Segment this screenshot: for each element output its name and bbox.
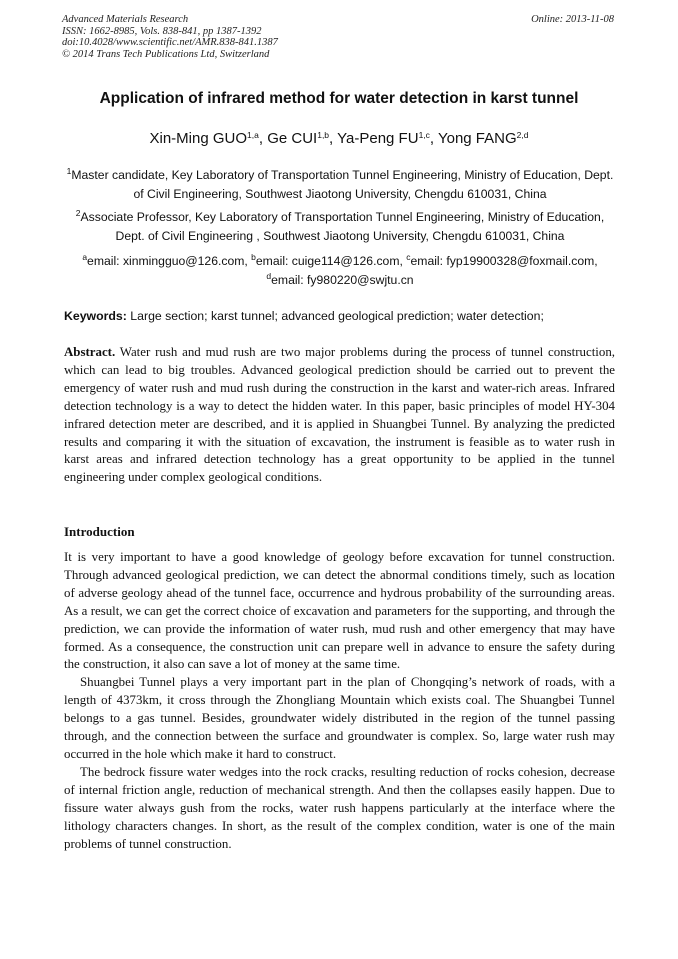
author-sup: 1,c: [418, 130, 430, 140]
online-date: Online: 2013-11-08: [531, 14, 614, 25]
keywords-label: Keywords:: [64, 309, 127, 323]
journal-name: Advanced Materials Research: [62, 14, 189, 25]
affiliation-1: [66, 166, 614, 204]
author-sep: ,: [258, 130, 268, 147]
author-sep: ,: [429, 130, 438, 147]
email-c: email: fyp19900328@foxmail.com,: [410, 254, 598, 268]
affiliation-sup: 2: [75, 208, 81, 218]
author-name: Ge CUI: [267, 130, 318, 147]
keywords: [64, 309, 616, 323]
section-heading: Introduction: [64, 524, 135, 539]
author-name: Xin-Ming GUO: [149, 130, 248, 147]
author-name: Ya-Peng FU: [337, 130, 419, 147]
keywords-text: Large section; karst tunnel; advanced geological prediction; water detection;: [126, 309, 544, 323]
email-sup: d: [266, 271, 272, 281]
affiliation-text: Master candidate, Key Laboratory of Transportation Tunnel Engineering, Ministry of Education, Dept. of Civil Engineering, Southwest Jiaotong University, Chengdu 610031, China: [71, 168, 614, 201]
author-sup: 2,d: [516, 130, 529, 140]
email-sup: b: [251, 252, 256, 262]
paragraph: Shuangbei Tunnel plays a very important part in the plan of Chongqing’s network of roads, with a length of 4373km, it cross through the Zhongliang Mountain which exists coal. The Shuangbei Tunnel belongs to a gas tunnel. Besides, groundwater widely distributed in the region of the tunnel passing through, and the connection between the surface and groundwater is complex. So, large water rush may occurred in the hole which make it hard to construct.: [64, 675, 615, 761]
author-sep: ,: [329, 130, 338, 147]
author-sup: 1,a: [247, 130, 259, 140]
author-list: [0, 130, 678, 147]
affiliation-2: [66, 208, 614, 246]
issn-line: ISSN: 1662-8985, Vols. 838-841, pp 1387-1392: [62, 25, 262, 37]
affiliation-text: Associate Professor, Key Laboratory of Transportation Tunnel Engineering, Ministry of Education, Dept. of Civil Engineering , Southwest Jiaotong University, Chengdu 610031, China: [80, 210, 605, 243]
abstract-label: Abstract.: [64, 345, 116, 359]
paragraph: It is very important to have a good knowledge of geology before excavation for tunnel construction. Through advanced geological prediction, we can detect the abnormal conditions timely, such as location of adverse geology ahead of the tunnel face, occurrence and hydrous probability of the surrounding areas. As a result, we can get the correct choice of excavation and parameters for the supporting, and through the prediction, we can provide the information of water rush, mud rush and other emergency that may have formed. As a consequence, the construction unit can prepare well in advance to ensure the safety during the construction, it also can save a lot of money at the same time.: [64, 550, 615, 672]
copyright-line: © 2014 Trans Tech Publications Ltd, Switzerland: [62, 48, 270, 60]
introduction-body: [64, 549, 615, 853]
paper-title: Application of infrared method for water detection in karst tunnel: [99, 90, 579, 107]
paragraph: The bedrock fissure water wedges into the rock cracks, resulting reduction of rocks cohesion, decrease of internal friction angle, reduction of mechanical strength. And then the collapses easily happen. Due to fissure water always gush from the rocks, water rush happens particularly at the interface where the lithology characters changes. In short, as the result of the complex condition, water is one of the main problems of tunnel construction.: [64, 764, 615, 851]
author-emails: [66, 252, 614, 290]
email-sup: a: [82, 252, 88, 262]
email-a: email: xinmingguo@126.com,: [87, 254, 252, 268]
affiliation-sup: 1: [66, 166, 72, 176]
doi-line: doi:10.4028/www.scientific.net/AMR.838-841.1387: [62, 37, 278, 48]
author-sup: 1,b: [317, 130, 330, 140]
email-sup: c: [406, 252, 411, 262]
email-b: email: cuige114@126.com,: [255, 254, 407, 268]
email-d: email: fy980220@swjtu.cn: [271, 273, 414, 287]
journal-header: [62, 14, 278, 60]
author-name: Yong FANG: [437, 130, 517, 147]
abstract-text: Water rush and mud rush are two major problems during the process of tunnel construction, which can lead to big troubles. Advanced geological prediction should be carried out to prevent the emergency of water rush and mud rush during the construction in the karst and water-rich areas. Infrared detection technology is a way to detect the hidden water. In this paper, basic principles of model HY-304 infrared detection meter are described, and it is applied in Shuangbei Tunnel. By analyzing the predicted results and comparing it with the situation of excavation, the instrument is feasible as to water rush in karst areas and infrared detection technology has a great opportunity to be applied in the tunnel engineering under complex geological conditions.: [64, 345, 615, 485]
abstract: [64, 344, 615, 487]
